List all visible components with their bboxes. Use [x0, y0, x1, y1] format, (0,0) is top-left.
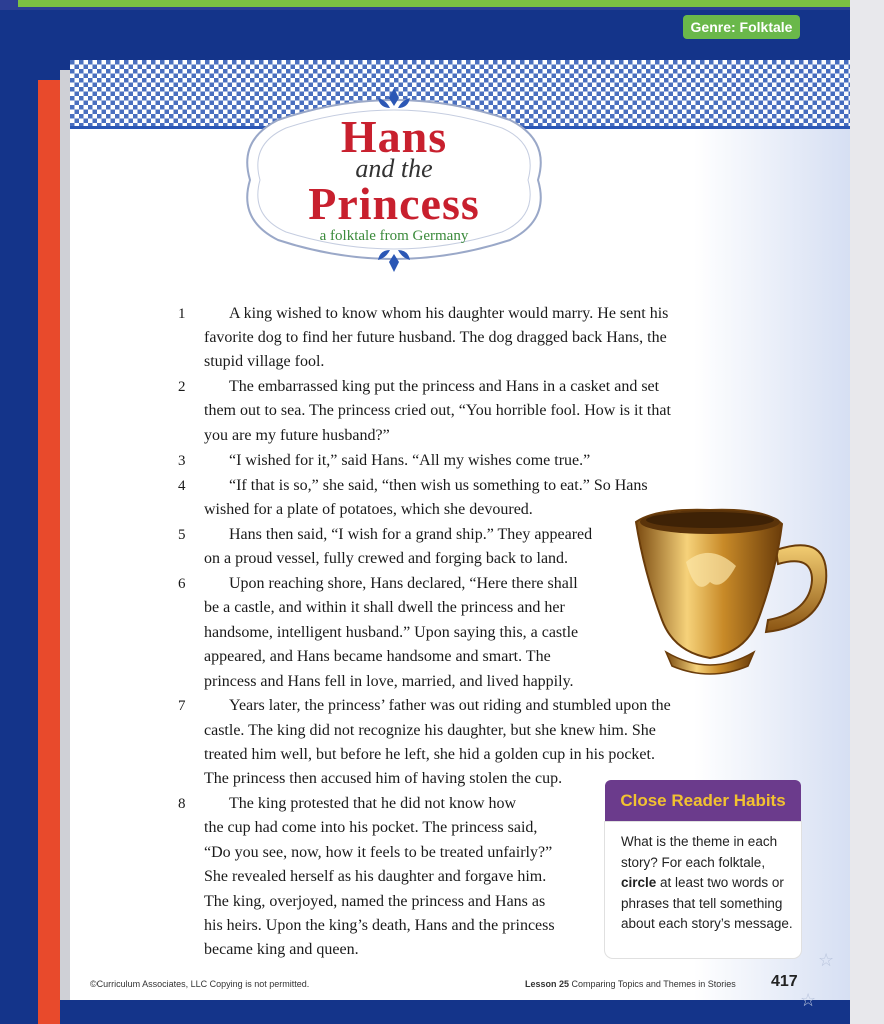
paragraph-line: The princess then accused him of having stolen the cup.: [204, 770, 563, 787]
close-reader-body: [605, 822, 801, 958]
paragraph-number: 8: [178, 796, 186, 812]
close-reader-text-start: What is the theme in each story? For each folktale,: [621, 834, 778, 870]
paragraph-number: 5: [178, 527, 186, 543]
paragraph-line: favorite dog to find her future husband. The dog dragged back Hans, the: [204, 329, 667, 346]
paragraph-line: castle. The king did not recognize his daughter, but she knew him. She: [204, 722, 656, 739]
paragraph-number: 1: [178, 306, 186, 322]
top-bar: [0, 0, 884, 10]
close-reader-habits-box: [605, 780, 801, 958]
paragraph-line: The embarrassed king put the princess and Hans in a casket and set: [229, 378, 660, 395]
title-and-the: and the: [355, 154, 433, 183]
title-hans: Hans: [340, 111, 448, 162]
golden-cup-illustration: [626, 502, 832, 682]
paragraph-line: A king wished to know whom his daughter would marry. He sent his: [229, 305, 669, 322]
paragraph-line: The king, overjoyed, named the princess and Hans as: [204, 893, 546, 910]
footer-lesson-title: Comparing Topics and Themes in Stories: [569, 979, 736, 989]
paragraph-line: handsome, intelligent husband.” Upon saying this, a castle: [204, 624, 579, 641]
paragraph-line: his heirs. Upon the king’s death, Hans and the princess: [204, 917, 555, 934]
paragraph-line: stupid village fool.: [204, 353, 325, 370]
paragraph-line: treated him well, but before he left, she hid a golden cup in his pocket.: [204, 746, 655, 763]
close-reader-bold-word: circle: [621, 875, 657, 890]
paragraph-number: 6: [178, 576, 186, 592]
footer-lesson: [525, 979, 736, 989]
paragraph-line: on a proud vessel, fully crewed and forging back to land.: [204, 550, 569, 567]
paragraph-line: them out to sea. The princess cried out, “You horrible fool. How is it that: [204, 402, 671, 419]
paragraph-line: princess and Hans fell in love, married, and lived happily.: [204, 673, 574, 690]
red-spine-bar: [38, 80, 60, 1024]
paragraph-line: Years later, the princess’ father was out riding and stumbled upon the: [229, 697, 671, 714]
genre-badge: Genre: Folktale: [683, 15, 800, 39]
close-reader-text-end: at least two words or phrases that tell something about each story’s message.: [621, 875, 793, 931]
paragraph-line: “If that is so,” she said, “then wish us something to eat.” So Hans: [229, 477, 648, 494]
paragraph-line: Hans then said, “I wish for a grand ship.” They appeared: [229, 526, 593, 543]
close-reader-text: [621, 832, 793, 935]
flourish-top-icon: [378, 88, 410, 108]
star-icon: ☆: [800, 990, 817, 1011]
paragraph-line: “Do you see, now, how it feels to be treated unfairly?”: [204, 844, 553, 861]
paragraph-line: wished for a plate of potatoes, which she devoured.: [204, 501, 533, 518]
paragraph-line: The king protested that he did not know how: [229, 795, 517, 812]
page-number: 417: [771, 973, 798, 990]
paragraph-line: “I wished for it,” said Hans. “All my wishes come true.”: [229, 452, 591, 469]
paragraph-number: 3: [178, 453, 186, 469]
star-icon: ☆: [818, 950, 835, 971]
paragraph-line: became king and queen.: [204, 941, 359, 958]
paragraph-number: 2: [178, 379, 186, 395]
paragraph-number: 7: [178, 698, 186, 714]
paragraph-line: be a castle, and within it shall dwell the princess and her: [204, 599, 565, 616]
paragraph-number: 4: [178, 478, 186, 494]
paragraph-line: appeared, and Hans became handsome and smart. The: [204, 648, 551, 665]
paragraph-line: She revealed herself as his daughter and forgave him.: [204, 868, 547, 885]
paragraph-line: the cup had come into his pocket. The princess said,: [204, 819, 538, 836]
title-badge: [238, 80, 550, 278]
right-margin: [850, 0, 884, 1024]
title-princess: Princess: [308, 178, 480, 229]
top-accent-line: [18, 0, 850, 7]
title-subtitle: a folktale from Germany: [319, 228, 469, 244]
close-reader-heading: Close Reader Habits: [605, 780, 801, 822]
footer-lesson-number: Lesson 25: [525, 979, 570, 989]
paragraph-line: you are my future husband?”: [204, 427, 390, 444]
paragraph-line: Upon reaching shore, Hans declared, “Here there shall: [229, 575, 578, 592]
footer-copyright: ©Curriculum Associates, LLC Copying is not permitted.: [90, 979, 310, 989]
